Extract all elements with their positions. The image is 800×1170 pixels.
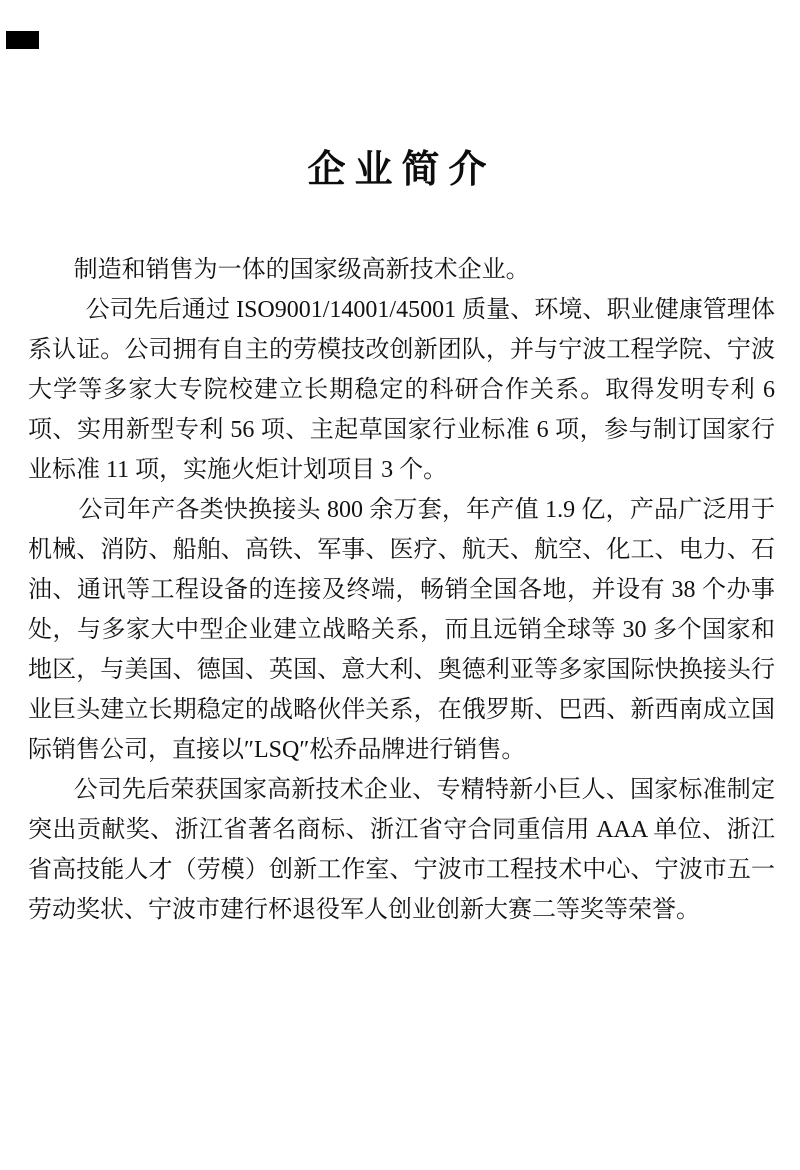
document-body <box>28 250 775 930</box>
redaction-mark <box>6 31 39 49</box>
paragraph-certifications: 公司先后通过 ISO9001/14001/45001 质量、环境、职业健康管理体系认证。公司拥有自主的劳模技改创新团队，并与宁波工程学院、宁波大学等多家大专院校建立长期稳定的科研合作关系。取得发明专利 6 项、实用新型专利 56 项、主起草国家行业标准 6 项，参与制订国家行业标准 11 项，实施火炬计划项目 3 个。 <box>28 296 775 483</box>
paragraph-intro: 制造和销售为一体的国家级高新技术企业。 <box>73 256 530 283</box>
page-title: 企业简介 <box>307 149 496 191</box>
paragraph-products-markets: 公司年产各类快换接头 800 余万套，年产值 1.9 亿，产品广泛用于机械、消防、船舶、高铁、军事、医疗、航天、航空、化工、电力、石油、通讯等工程设备的连接及终端，畅销全国各地，并设有 38 个办事处，与多家大中型企业建立战略关系，而且远销全球等 30 多个国家和地区，与美国、德国、英国、意大利、奥德利亚等多家国际快换接头行业巨头建立长期稳定的战略伙伴关系，在俄罗斯、巴西、新西南成立国际销售公司，直接以″LSQ″松乔品牌进行销售。 <box>28 496 775 763</box>
paragraph-honors: 公司先后荣获国家高新技术企业、专精特新小巨人、国家标准制定突出贡献奖、浙江省著名商标、浙江省守合同重信用 AAA 单位、浙江省高技能人才（劳模）创新工作室、宁波市工程技术中心、宁波市五一劳动奖状、宁波市建行杯退役军人创业创新大赛二等奖等荣誉。 <box>28 776 775 923</box>
